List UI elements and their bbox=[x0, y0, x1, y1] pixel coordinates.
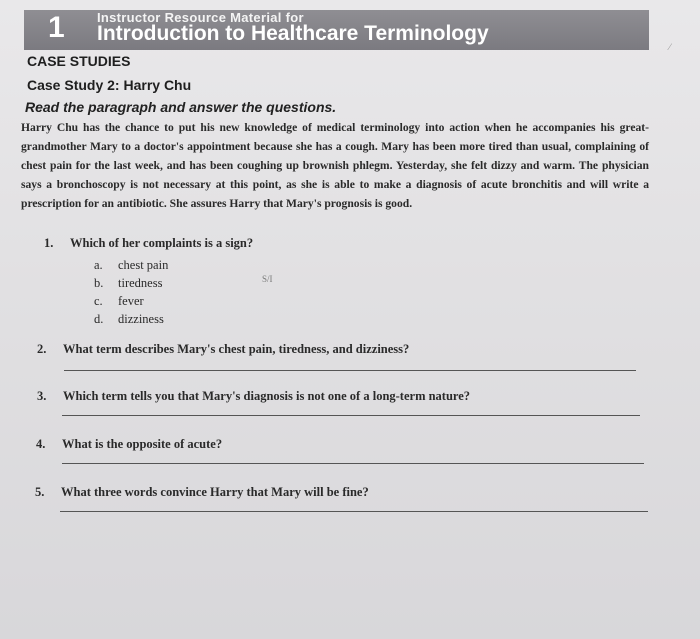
instruction-text: Read the paragraph and answer the questions. bbox=[25, 99, 337, 115]
option-a[interactable] bbox=[94, 258, 168, 273]
answer-line-5[interactable] bbox=[60, 511, 648, 512]
option-text: dizziness bbox=[118, 312, 164, 326]
question-number: 3. bbox=[37, 389, 47, 403]
option-text: tiredness bbox=[118, 276, 163, 290]
banner-title: Introduction to Healthcare Terminology bbox=[97, 22, 489, 45]
option-text: chest pain bbox=[118, 258, 169, 272]
case-paragraph: Harry Chu has the chance to put his new knowledge of medical terminology into action when he accompanies his great-grandmother Mary to a doctor's appointment because she has a cough. Mary has been more tired than usual, complaining of chest pain for the last week, and has been coughing up brownish phlegm. Yesterday, she felt dizzy and warm. The physician says a bronchoscopy is not necessary at this point, as she is able to make a diagnosis of acute bronchitis and will write a prescription for an antibiotic. She assures Harry that Mary's prognosis is good. bbox=[21, 121, 649, 210]
chapter-number: 1 bbox=[48, 11, 65, 44]
question-text: What three words convince Harry that Mary will be fine? bbox=[61, 485, 369, 499]
option-letter: c. bbox=[94, 294, 103, 308]
question-text: What is the opposite of acute? bbox=[62, 437, 223, 451]
option-d[interactable] bbox=[94, 312, 164, 327]
question-3 bbox=[37, 389, 470, 404]
question-text: What term describes Mary's chest pain, tiredness, and dizziness? bbox=[63, 342, 410, 356]
margin-mark: ⁄ bbox=[669, 42, 671, 52]
option-c[interactable] bbox=[94, 294, 144, 309]
question-text: Which term tells you that Mary's diagnosis is not one of a long-term nature? bbox=[63, 389, 471, 403]
case-study-title: Case Study 2: Harry Chu bbox=[27, 77, 192, 93]
answer-line-2[interactable] bbox=[64, 370, 636, 371]
question-number: 1. bbox=[44, 236, 54, 250]
banner-subtitle: Instructor Resource Material for bbox=[97, 10, 304, 25]
option-letter: d. bbox=[94, 312, 104, 326]
question-number: 5. bbox=[35, 485, 45, 499]
answer-line-4[interactable] bbox=[62, 463, 644, 464]
question-number: 2. bbox=[37, 342, 47, 356]
option-text: fever bbox=[118, 294, 144, 308]
question-4 bbox=[36, 437, 222, 452]
section-heading: CASE STUDIES bbox=[27, 53, 131, 69]
question-number: 4. bbox=[36, 437, 46, 451]
option-b[interactable] bbox=[94, 276, 162, 291]
question-1 bbox=[44, 236, 253, 251]
answer-line-3[interactable] bbox=[62, 415, 640, 416]
option-letter: b. bbox=[94, 276, 104, 290]
option-letter: a. bbox=[94, 258, 103, 272]
question-2 bbox=[37, 342, 409, 357]
question-5 bbox=[35, 485, 369, 500]
pencil-mark: S/I bbox=[262, 274, 273, 284]
question-text: Which of her complaints is a sign? bbox=[70, 236, 254, 250]
